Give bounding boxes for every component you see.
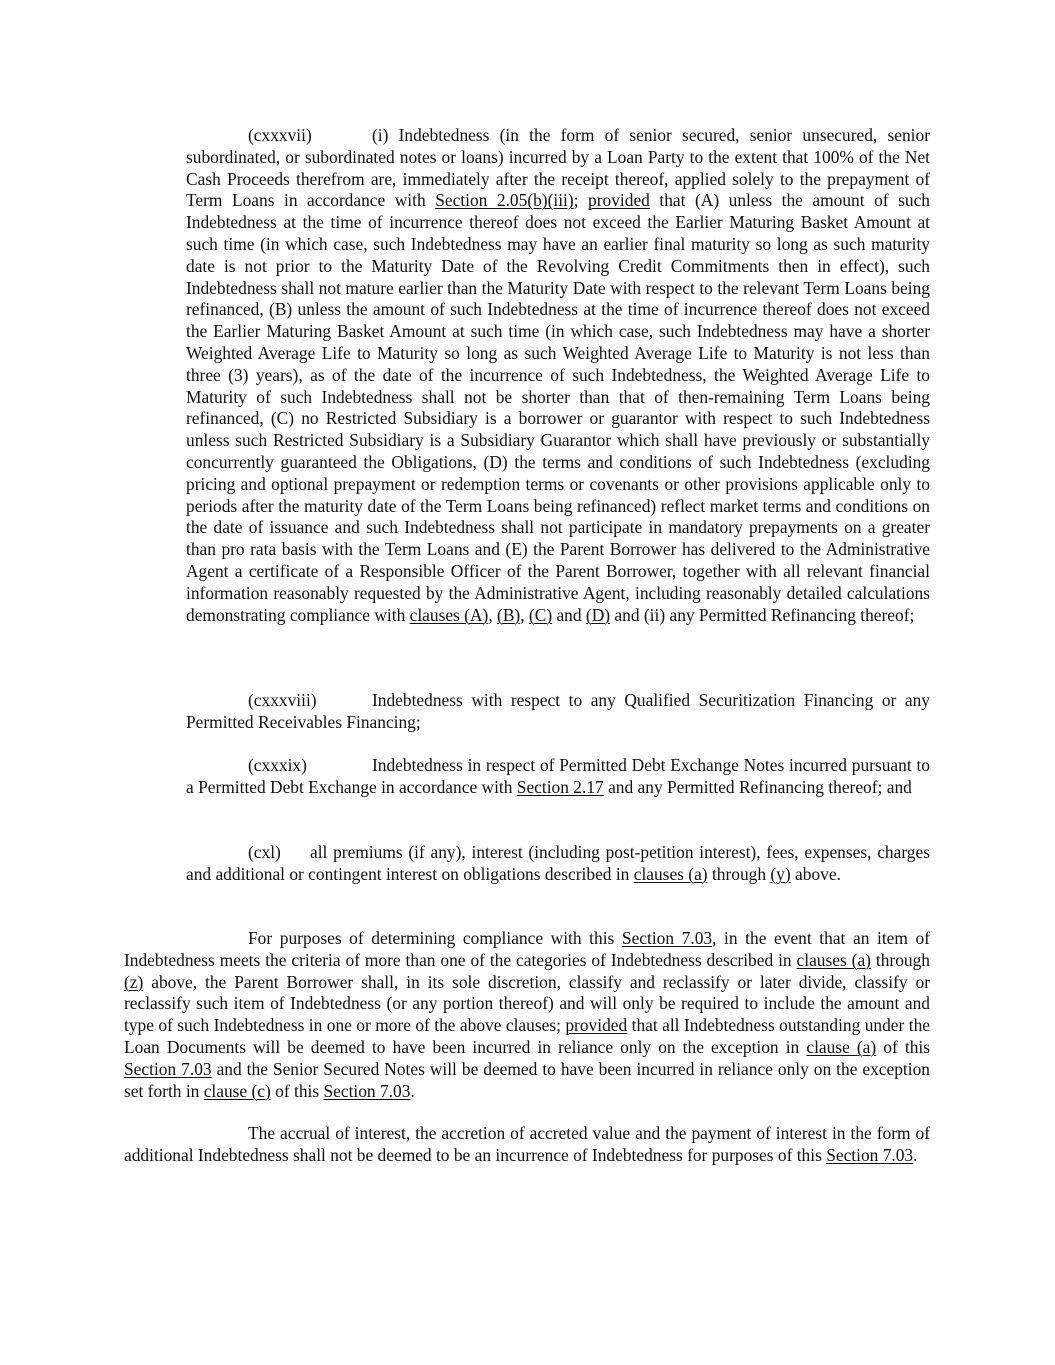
section-reference: Section 7.03 bbox=[621, 928, 713, 948]
proviso-term: provided bbox=[588, 190, 650, 211]
clause-reference: (y) bbox=[770, 863, 791, 884]
section-reference: Section 7.03 bbox=[124, 1058, 212, 1079]
clause-reference: (D) bbox=[585, 604, 611, 625]
paragraph-accrual: The accrual of interest, the accretion of accreted value and the payment of interest in the form of additional Indebtedness shall not be deemed to be an incurrence of Indebtedness for purposes of this Section 7.03. bbox=[124, 1123, 930, 1165]
proviso-term: provided bbox=[565, 1015, 628, 1036]
clause-reference: (z) bbox=[124, 971, 144, 992]
clause-number: (cxl) bbox=[248, 842, 281, 862]
clause-reference: clauses (a) bbox=[633, 863, 708, 884]
paragraph-purposes: For purposes of determining compliance with this Section 7.03, in the event that an item of Indebtedness meets the criteria of more than one of the categories of Indebtedness described in clauses (a) through (z) above, the Parent Borrower shall, in its sole discretion, classify and reclassify or later divide, classify or reclassify such item of Indebtedness (or any portion thereof) and will only be required to include the amount and type of such Indebtedness in one or more of the above clauses; provided that all Indebtedness outstanding under the Loan Documents will be deemed to have been incurred in reliance only on the exception in clause (a) of this Section 7.03 and the Senior Secured Notes will be deemed to have been incurred in reliance only on the exception set forth in clause (c) of this Section 7.03. bbox=[124, 928, 931, 1101]
section-reference: Section 2.17 bbox=[516, 776, 604, 797]
clause-reference: clauses (a) bbox=[796, 949, 871, 970]
clause-reference: (B) bbox=[497, 604, 521, 625]
clause-cxxxviii: (cxxxviii) Indebtedness with respect to any Qualified Securitization Financing or any Permitted Receivables Financing; bbox=[186, 690, 930, 732]
clause-reference: clause (a) bbox=[806, 1036, 877, 1057]
clause-number: (cxxxix) bbox=[248, 755, 307, 775]
clause-number: (cxxxviii) bbox=[248, 690, 317, 710]
section-reference: Section 2.05(b)(iii) bbox=[435, 190, 574, 211]
section-reference: Section 7.03 bbox=[826, 1144, 914, 1165]
clause-reference: clause (c) bbox=[203, 1080, 271, 1101]
clause-reference: (C) bbox=[528, 604, 553, 625]
clause-number: (cxxxvii) bbox=[248, 125, 312, 145]
section-reference: Section 7.03 bbox=[323, 1080, 411, 1101]
clause-cxxxvii: (cxxxvii) (i) Indebtedness (in the form of senior secured, senior unsecured, senior subordinated, or subordinated notes or loans) incurred by a Loan Party to the extent that 100% of the Net Cash Proceeds therefrom are, immediately after the receipt thereof, applied solely to the prepayment of Term Loans in accordance with Section 2.05(b)(iii); provided that (A) unless the amount of such Indebtedness at the time of incurrence thereof does not exceed the Earlier Maturing Basket Amount at such time (in which case, such Indebtedness may have an earlier final maturity so long as such maturity date is not prior to the Maturity Date of the Revolving Credit Commitments then in effect), such Indebtedness shall not mature earlier than the Maturity Date with respect to the relevant Term Loans being refinanced, (B) unless the amount of such Indebtedness at the time of incurrence thereof does not exceed the Earlier Maturing Basket Amount at such time (in which case, such Indebtedness may have a shorter Weighted Average Life to Maturity so long as such Weighted Average Life to Maturity is not less than three (3) years), as of the date of the incurrence of such Indebtedness, the Weighted Average Life to Maturity of such Indebtedness shall not be shorter than that of then-remaining Term Loans being refinanced, (C) no Restricted Subsidiary is a borrower or guarantor with respect to such Indebtedness unless such Restricted Subsidiary is a Subsidiary Guarantor which shall have previously or substantially concurrently guaranteed the Obligations, (D) the terms and conditions of such Indebtedness (excluding pricing and optional prepayment or redemption terms or covenants or other provisions applicable only to periods after the maturity date of the Term Loans being refinanced) reflect market terms and conditions on the date of issuance and such Indebtedness shall not participate in mandatory prepayments on a greater than pro rata basis with the Term Loans and (E) the Parent Borrower has delivered to the Administrative Agent a certificate of a Responsible Officer of the Parent Borrower, together with all relevant financial information reasonably requested by the Administrative Agent, including reasonably detailed calculations demonstrating compliance with clauses (A), (B), (C) and (D) and (ii) any Permitted Refinancing thereof; bbox=[186, 125, 930, 625]
clause-cxl: (cxl) all premiums (if any), interest (including post-petition interest), fees, expenses, charges and additional or contingent interest on obligations described in clauses (a) through (y) above. bbox=[186, 842, 930, 884]
clause-reference: clauses (A) bbox=[409, 604, 489, 625]
clause-cxxxix: (cxxxix) Indebtedness in respect of Permitted Debt Exchange Notes incurred pursuant to a Permitted Debt Exchange in accordance with Section 2.17 and any Permitted Refinancing thereof; and bbox=[186, 755, 930, 797]
